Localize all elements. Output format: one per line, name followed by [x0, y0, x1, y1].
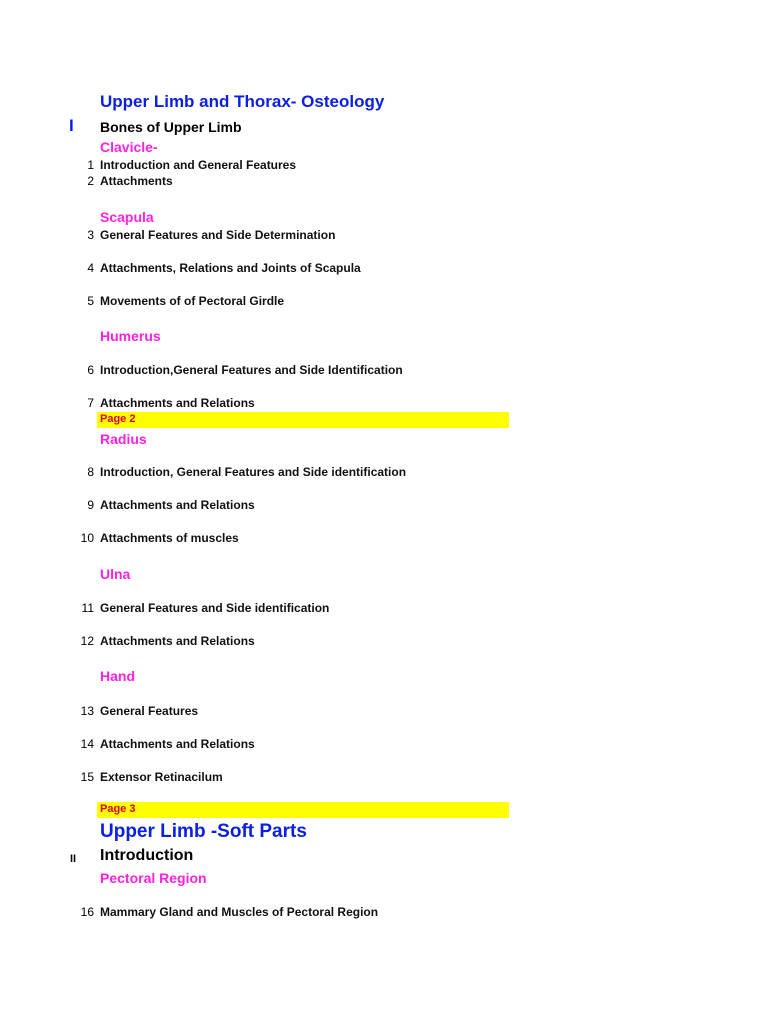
item-label: Attachments: [100, 174, 173, 188]
item-label: Introduction,General Features and Side Identification: [100, 363, 403, 377]
item-label: General Features and Side identification: [100, 601, 330, 615]
subheading-scapula: Scapula: [100, 209, 154, 225]
item-label: Introduction and General Features: [100, 158, 297, 172]
item-label: Attachments of muscles: [100, 531, 239, 545]
item-number: 9: [87, 498, 94, 512]
item-label: Attachments and Relations: [100, 737, 255, 751]
subheading-ulna: Ulna: [100, 566, 131, 582]
item-number: 16: [80, 905, 94, 919]
subheading-radius: Radius: [100, 431, 147, 447]
item-label: Attachments and Relations: [100, 396, 255, 410]
item-number: 2: [87, 174, 94, 188]
section-heading: Bones of Upper Limb: [100, 119, 242, 135]
item-label: General Features and Side Determination: [100, 228, 336, 242]
item-number: 1: [87, 158, 94, 172]
item-label: Extensor Retinacilum: [100, 770, 223, 784]
subheading-clavicle: Clavicle-: [100, 139, 158, 155]
item-label: Introduction, General Features and Side identification: [100, 465, 407, 479]
section-heading: Introduction: [100, 847, 194, 864]
item-number: 12: [80, 634, 94, 648]
part-title: Upper Limb and Thorax- Osteology: [100, 92, 385, 111]
item-number: 4: [87, 261, 94, 275]
part-title: Upper Limb -Soft Parts: [100, 821, 307, 842]
item-label: General Features: [100, 704, 199, 718]
subheading-pectoral-region: Pectoral Region: [100, 870, 207, 886]
item-number: 5: [87, 294, 94, 308]
part-numeral: II: [70, 853, 77, 865]
item-number: 8: [87, 465, 94, 479]
item-number: 15: [80, 770, 94, 784]
subheading-hand: Hand: [100, 668, 135, 684]
item-number: 10: [80, 531, 94, 545]
item-number: 13: [80, 704, 94, 718]
item-label: Movements of of Pectoral Girdle: [100, 294, 285, 308]
page-marker-label: Page 2: [100, 413, 136, 425]
item-number: 7: [87, 396, 94, 410]
item-label: Attachments and Relations: [100, 498, 255, 512]
page-marker: [97, 412, 509, 428]
item-number: 3: [87, 228, 94, 242]
page-marker: [97, 802, 509, 818]
page-marker-label: Page 3: [100, 803, 136, 815]
part-numeral: I: [69, 116, 74, 135]
item-label: Attachments and Relations: [100, 634, 255, 648]
item-number: 6: [87, 363, 94, 377]
item-number: 11: [81, 601, 94, 615]
item-label: Mammary Gland and Muscles of Pectoral Region: [100, 905, 379, 919]
item-label: Attachments, Relations and Joints of Scapula: [100, 261, 361, 275]
item-number: 14: [80, 737, 94, 751]
subheading-humerus: Humerus: [100, 328, 161, 344]
